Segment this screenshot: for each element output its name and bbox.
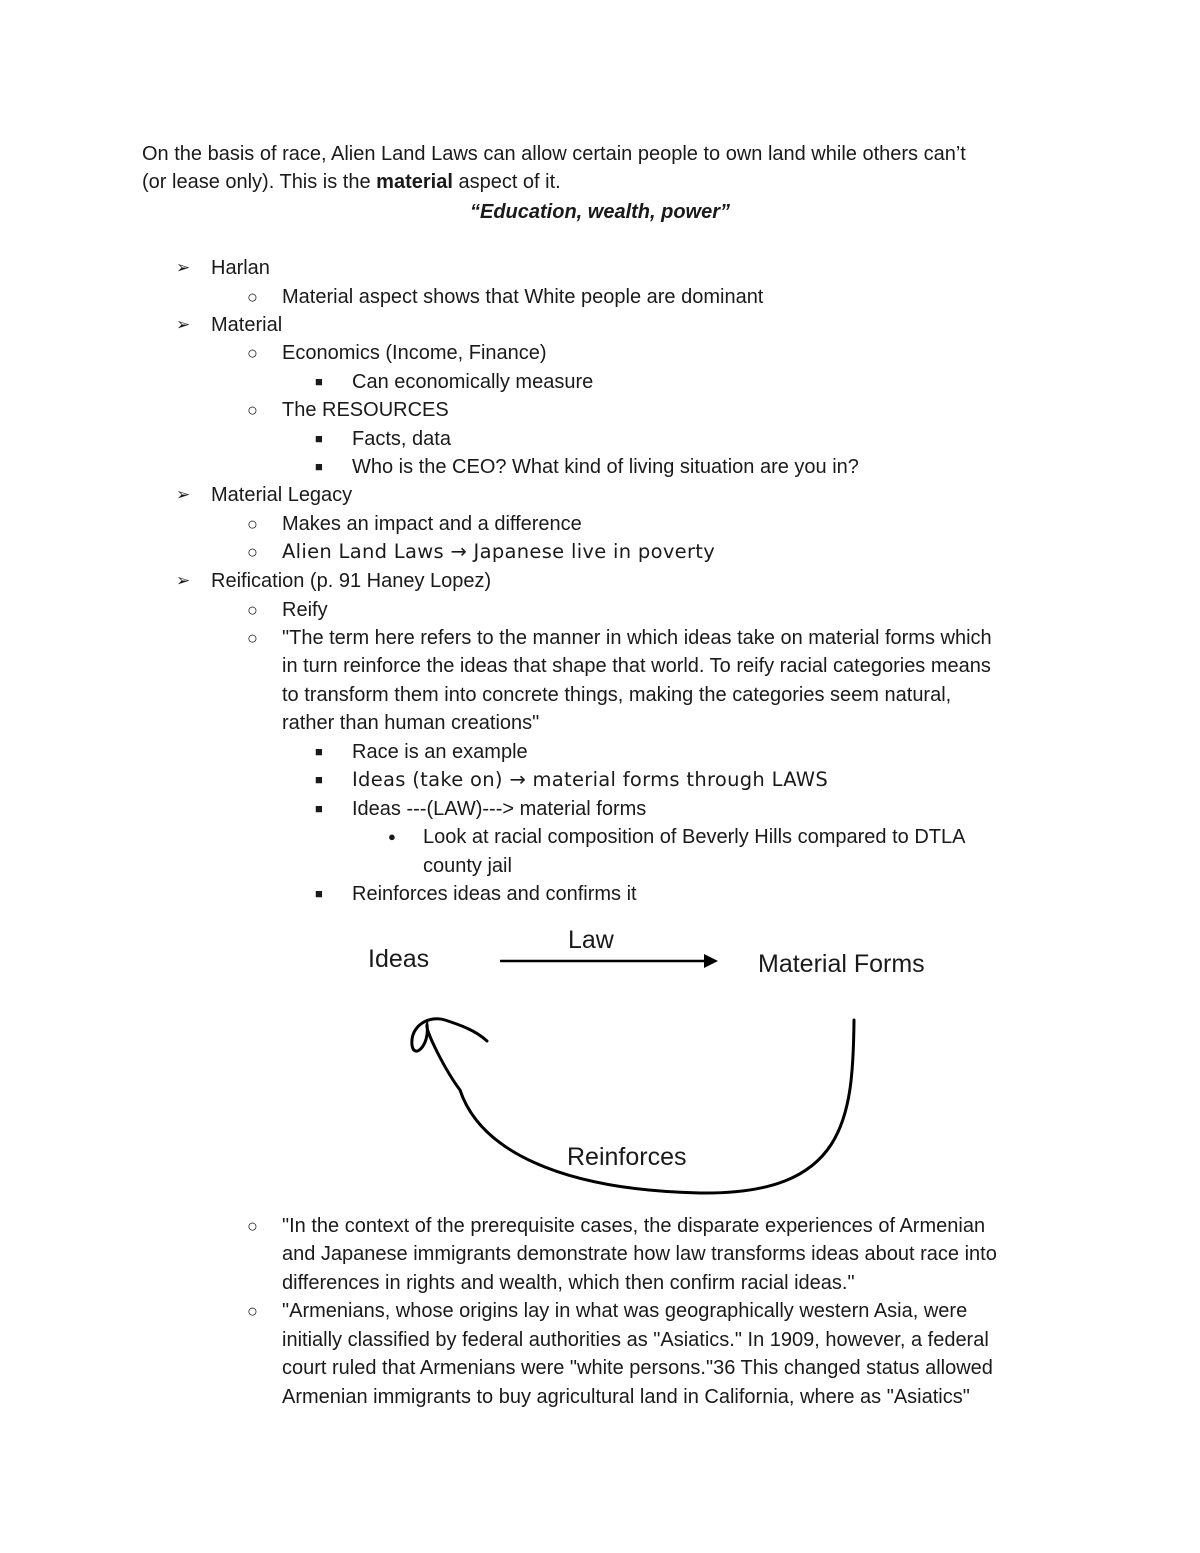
diagram-label-ideas: Ideas	[368, 945, 430, 973]
diagram-label-material-forms: Material Forms	[758, 950, 925, 978]
square-bullet-icon: ■	[315, 772, 323, 787]
armenians-quote-line-4: Armenian immigrants to buy agricultural land in California, where as "Asiatics"	[282, 1386, 970, 1408]
square-bullet-icon: ■	[315, 374, 323, 389]
circle-bullet-icon: ○	[247, 600, 258, 620]
bold-material: material	[376, 171, 453, 193]
circle-bullet-icon: ○	[247, 514, 258, 534]
reification-quote-line-4: rather than human creations"	[282, 712, 540, 734]
circle-bullet-icon: ○	[247, 400, 258, 420]
circle-bullet-icon: ○	[247, 343, 258, 363]
circle-bullet-icon: ○	[247, 628, 258, 648]
outline-reinforces-ideas: Reinforces ideas and confirms it	[352, 883, 637, 905]
square-bullet-icon: ■	[315, 431, 323, 446]
intro-line-2-start: (or lease only). This is the	[142, 171, 377, 193]
outline-legacy-sub-1: Makes an impact and a difference	[282, 513, 582, 535]
outline-beverly-line-1: Look at racial composition of Beverly Hills compared to DTLA	[423, 826, 966, 848]
circle-bullet-icon: ○	[247, 1301, 258, 1321]
outline-ideas-law: Ideas ---(LAW)---> material forms	[352, 798, 647, 820]
outline-economics: Economics (Income, Finance)	[282, 342, 547, 364]
context-quote-line-3: differences in rights and wealth, which then confirm racial ideas."	[282, 1272, 855, 1294]
armenians-quote-line-1: "Armenians, whose origins lay in what was geographically western Asia, were	[282, 1300, 968, 1322]
dot-bullet-icon: ●	[388, 829, 396, 844]
reification-quote-line-2: in turn reinforce the ideas that shape that world. To reify racial categories means	[282, 655, 991, 677]
law-arrow-head	[704, 954, 718, 968]
outline-ideas-take-on: Ideas (take on) → material forms through LAWS	[352, 768, 829, 791]
circle-bullet-icon: ○	[247, 1216, 258, 1236]
square-bullet-icon: ■	[315, 744, 323, 759]
outline-reify: Reify	[282, 599, 328, 621]
square-bullet-icon: ■	[315, 886, 323, 901]
intro-line-1: On the basis of race, Alien Land Laws can allow certain people to own land while others can’t	[142, 143, 966, 165]
outline-beverly-line-2: county jail	[423, 855, 512, 877]
armenians-quote-line-2: initially classified by federal authorities as "Asiatics." In 1909, however, a federal	[282, 1329, 989, 1351]
outline-resources: The RESOURCES	[282, 399, 449, 421]
quote-title: “Education, wealth, power”	[469, 201, 731, 223]
outline-reification: Reification (p. 91 Haney Lopez)	[211, 570, 492, 592]
outline-race-example: Race is an example	[352, 741, 528, 763]
outline-resources-sub-1: Facts, data	[352, 428, 451, 450]
square-bullet-icon: ■	[315, 801, 323, 816]
reification-quote-line-1: "The term here refers to the manner in which ideas take on material forms which	[282, 627, 992, 649]
diagram-label-reinforces: Reinforces	[567, 1143, 687, 1171]
arrow-bullet-icon: ➢	[176, 485, 191, 504]
outline-harlan-sub: Material aspect shows that White people are dominant	[282, 286, 764, 308]
circle-bullet-icon: ○	[247, 287, 258, 307]
outline-material: Material	[211, 314, 283, 336]
armenians-quote-line-3: court ruled that Armenians were "white persons."36 This changed status allowed	[282, 1357, 993, 1379]
reification-quote-line-3: to transform them into concrete things, making the categories seem natural,	[282, 684, 952, 706]
outline-legacy: Material Legacy	[211, 484, 353, 506]
intro-line-2-end: aspect of it.	[452, 171, 561, 193]
outline-legacy-sub-2: Alien Land Laws → Japanese live in poverty	[282, 540, 716, 563]
outline-resources-sub-2: Who is the CEO? What kind of living situation are you in?	[352, 456, 859, 478]
circle-bullet-icon: ○	[247, 542, 258, 562]
arrow-bullet-icon: ➢	[176, 258, 191, 277]
context-quote-line-2: and Japanese immigrants demonstrate how law transforms ideas about race into	[282, 1243, 997, 1265]
outline-economics-sub: Can economically measure	[352, 371, 594, 393]
context-quote-line-1: "In the context of the prerequisite cases, the disparate experiences of Armenian	[282, 1215, 986, 1237]
square-bullet-icon: ■	[315, 459, 323, 474]
diagram-label-law: Law	[568, 926, 614, 954]
arrow-bullet-icon: ➢	[176, 315, 191, 334]
arrow-bullet-icon: ➢	[176, 571, 191, 590]
outline-harlan: Harlan	[211, 257, 270, 279]
